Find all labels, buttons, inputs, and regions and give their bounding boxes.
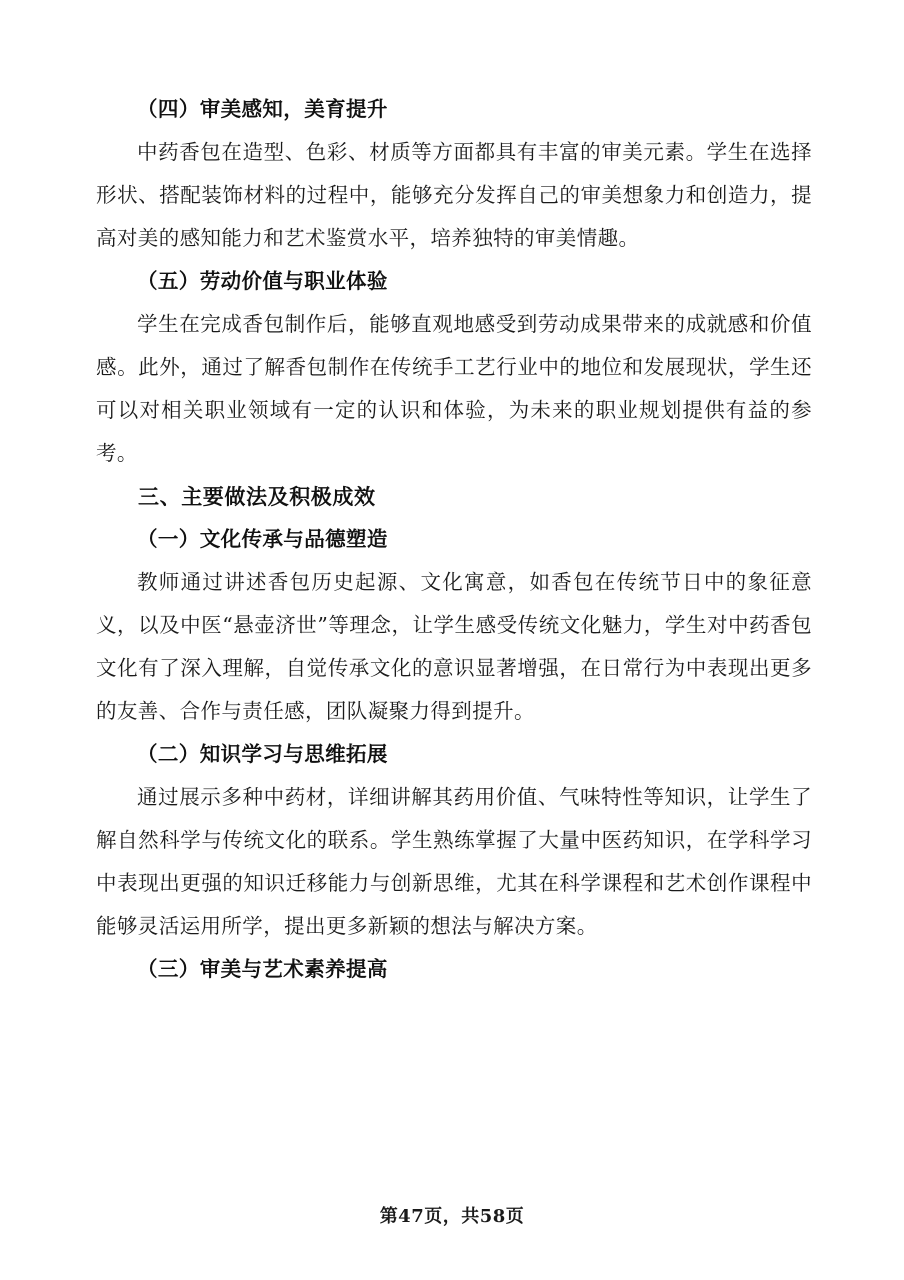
section-heading-3-3: （三）审美与艺术素养提高 (137, 957, 388, 981)
section-heading-3-2: （二）知识学习与思维拓展 (137, 742, 388, 766)
paragraph-labor-value: 学生在完成香包制作后，能够直观地感受到劳动成果带来的成就感和价值感。此外，通过了解香包制作在传统手工艺行业中的地位和发展现状，学生还可以对相关职业领域有一定的认识和体验，为未来的职业规划提供有益的参考。 (96, 312, 812, 465)
page-footer: 第47页，共58页 (379, 1206, 525, 1227)
paragraph-culture-inheritance: 教师通过讲述香包历史起源、文化寓意，如香包在传统节日中的象征意义，以及中医“悬壶济世”等理念，让学生感受传统文化魅力，学生对中药香包文化有了深入理解，自觉传承文化的意识显著增强，在日常行为中表现出更多的友善、合作与责任感，团队凝聚力得到提升。 (96, 570, 812, 723)
document-body (96, 88, 812, 991)
section-heading-main-three: 三、主要做法及积极成效 (138, 484, 376, 509)
section-heading-5: （五）劳动价值与职业体验 (137, 269, 388, 293)
section-heading-3-1: （一）文化传承与品德塑造 (137, 527, 388, 551)
section-heading-4: （四）审美感知，美育提升 (137, 97, 388, 121)
paragraph-knowledge-learning: 通过展示多种中药材，详细讲解其药用价值、气味特性等知识，让学生了解自然科学与传统文化的联系。学生熟练掌握了大量中医药知识，在学科学习中表现出更强的知识迁移能力与创新思维，尤其在科学课程和艺术创作课程中能够灵活运用所学，提出更多新颖的想法与解决方案。 (96, 785, 812, 938)
paragraph-aesthetic-perception: 中药香包在造型、色彩、材质等方面都具有丰富的审美元素。学生在选择形状、搭配装饰材料的过程中，能够充分发挥自己的审美想象力和创造力，提高对美的感知能力和艺术鉴赏水平，培养独特的审美情趣。 (96, 140, 812, 250)
